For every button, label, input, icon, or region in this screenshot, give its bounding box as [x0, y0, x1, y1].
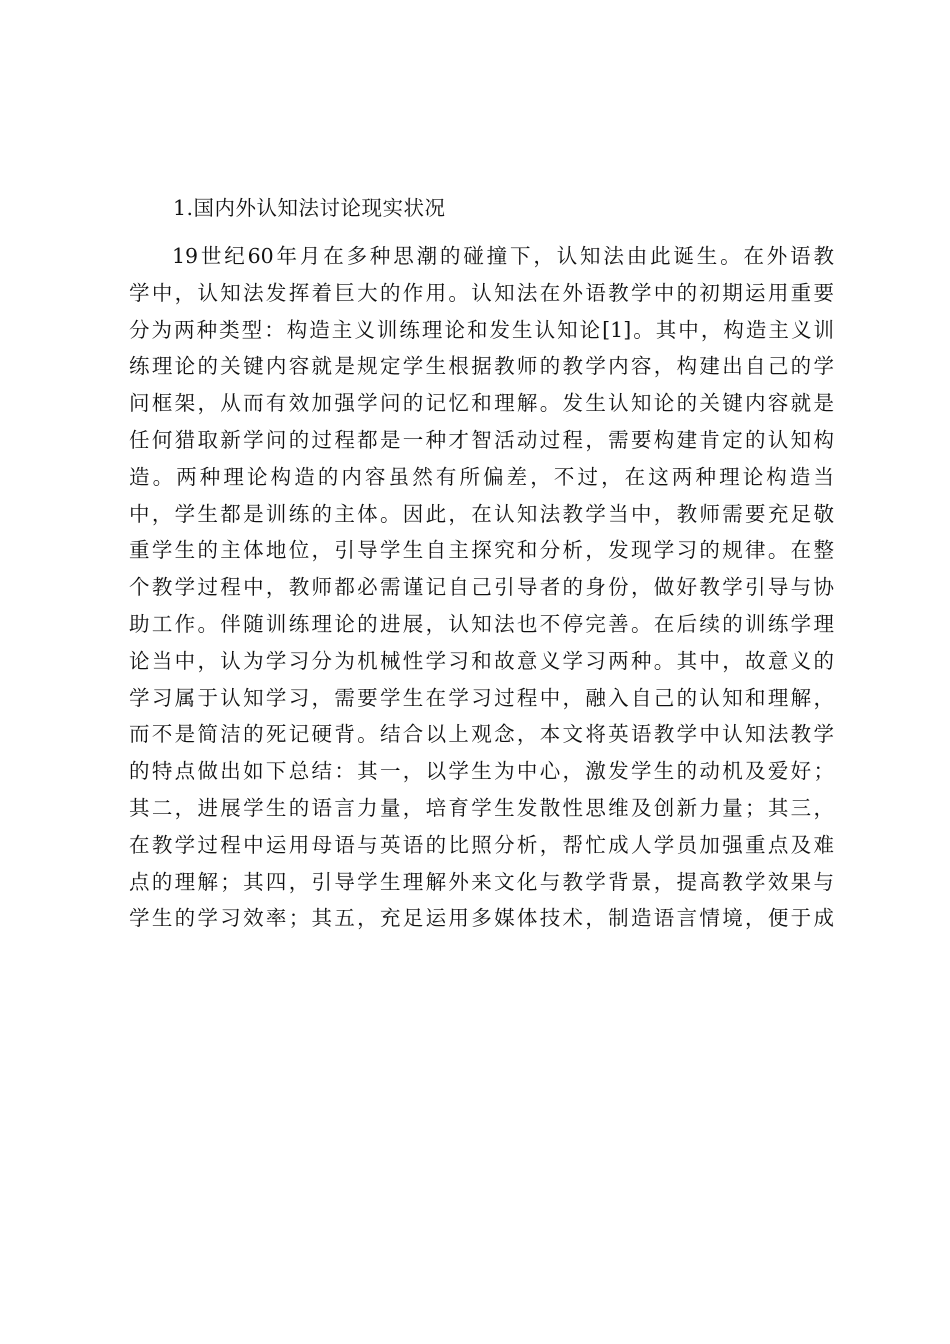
paragraph-line: 助工作。伴随训练理论的进展，认知法也不停完善。在后续的训练学理	[129, 611, 834, 636]
paragraph-line: 分为两种类型：构造主义训练理论和发生认知论[1]。其中，构造主义训	[129, 317, 834, 342]
paragraph-line: 练理论的关键内容就是规定学生根据教师的教学内容，构建出自己的学	[129, 354, 834, 379]
paragraph-line: 其二，进展学生的语言力量，培育学生发散性思维及创新力量；其三，	[129, 795, 834, 820]
paragraph-line: 问框架，从而有效加强学问的记忆和理解。发生认知论的关键内容就是	[129, 391, 834, 416]
paragraph-line: 而不是简洁的死记硬背。结合以上观念，本文将英语教学中认知法教学	[129, 722, 834, 747]
section-heading: 1.国内外认知法讨论现实状况	[173, 196, 446, 220]
paragraph-line: 造。两种理论构造的内容虽然有所偏差，不过，在这两种理论构造当	[129, 464, 834, 489]
paragraph-line: 的特点做出如下总结：其一，以学生为中心，激发学生的动机及爱好；	[129, 759, 834, 784]
paragraph-line: 学习属于认知学习，需要学生在学习过程中，融入自己的认知和理解，	[129, 685, 834, 710]
body-paragraph	[129, 238, 834, 937]
paragraph-line: 任何猎取新学问的过程都是一种才智活动过程，需要构建肯定的认知构	[129, 427, 834, 452]
paragraph-line: 在教学过程中运用母语与英语的比照分析，帮忙成人学员加强重点及难	[129, 832, 834, 857]
paragraph-line: 论当中，认为学习分为机械性学习和故意义学习两种。其中，故意义的	[129, 648, 834, 673]
paragraph-line: 19世纪60年月在多种思潮的碰撞下，认知法由此诞生。在外语教	[172, 244, 834, 268]
paragraph-line: 中，学生都是训练的主体。因此，在认知法教学当中，教师需要充足敬	[129, 501, 834, 526]
paragraph-line: 学中，认知法发挥着巨大的作用。认知法在外语教学中的初期运用重要	[129, 280, 834, 305]
paragraph-line: 个教学过程中，教师都必需谨记自己引导者的身份，做好教学引导与协	[129, 575, 834, 600]
paragraph-line: 学生的学习效率；其五，充足运用多媒体技术，制造语言情境，便于成	[129, 906, 834, 931]
paragraph-line: 点的理解；其四，引导学生理解外来文化与教学背景，提高教学效果与	[129, 869, 834, 894]
paragraph-line: 重学生的主体地位，引导学生自主探究和分析，发现学习的规律。在整	[129, 538, 834, 563]
